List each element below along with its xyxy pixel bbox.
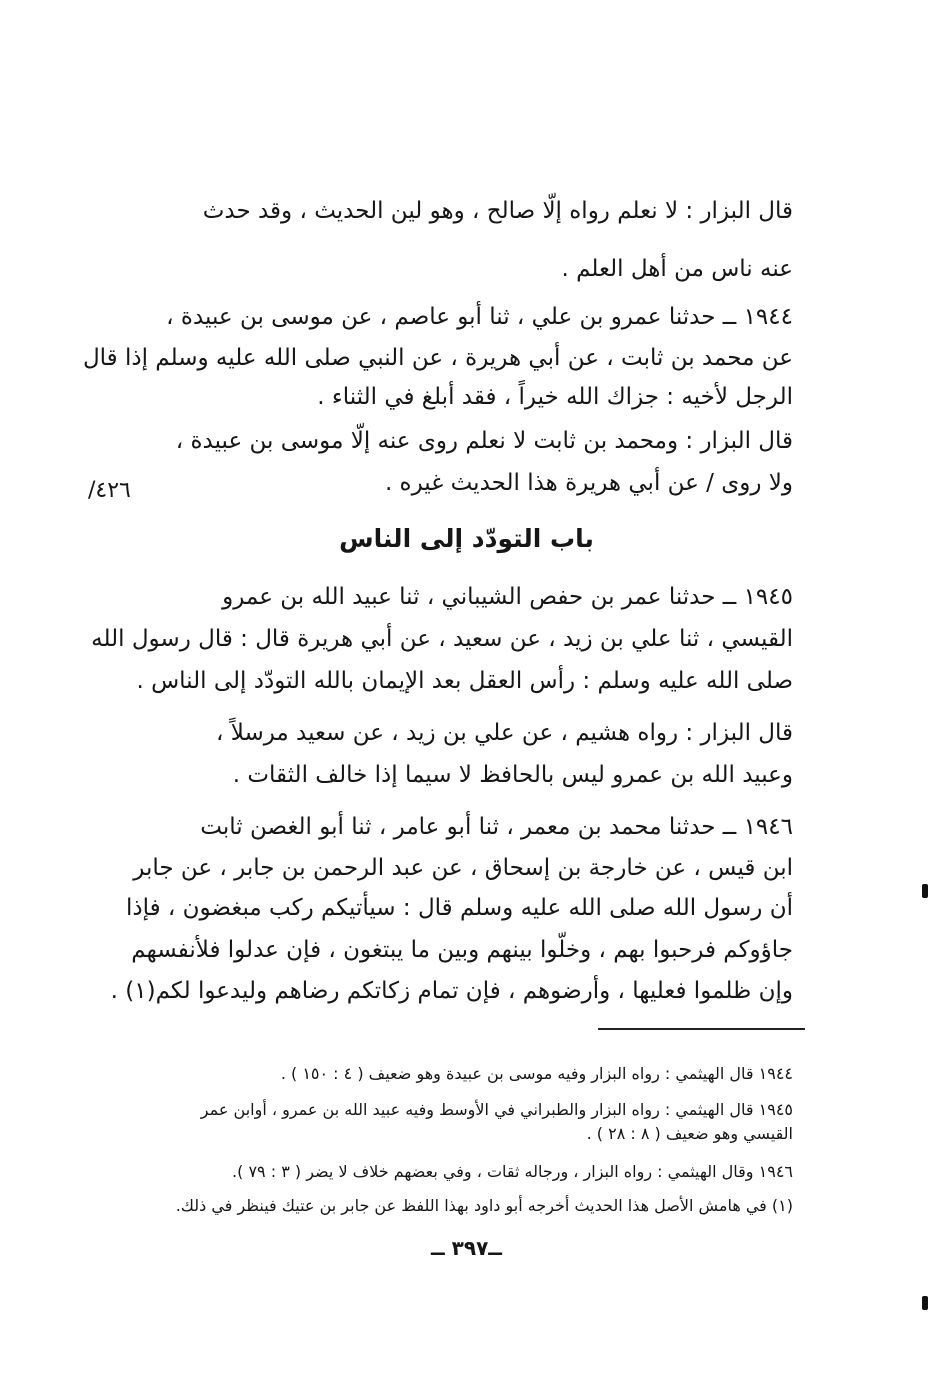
- text-line: القيسي ، ثنا علي بن زيد ، عن سعيد ، عن أبي هريرة قال : قال رسول الله: [91, 626, 793, 652]
- chapter-heading: باب التودّد إلى الناس: [339, 524, 594, 553]
- text-line: ١٩٤٤ ــ حدثنا عمرو بن علي ، ثنا أبو عاصم ، عن موسى بن عبيدة ،: [166, 304, 793, 330]
- scan-mark: [922, 884, 928, 898]
- footnote: القيسي وهو ضعيف ( ٨ : ٢٨ ) .: [586, 1124, 793, 1143]
- text-line: وعبيد الله بن عمرو ليس بالحافظ لا سيما إذا خالف الثقات .: [232, 762, 793, 788]
- text-line: الرجل لأخيه : جزاك الله خيراً ، فقد أبلغ في الثناء .: [317, 384, 793, 410]
- text-line: عنه ناس من أهل العلم .: [561, 256, 793, 282]
- text-line: ابن قيس ، عن خارجة بن إسحاق ، عن عبد الرحمن بن جابر ، عن جابر: [133, 855, 793, 881]
- footnote: ١٩٤٦ وقال الهيثمي : رواه البزار ، ورجاله ثقات ، وفي بعضهم خلاف لا يضر ( ٣ : ٧٩ ).: [232, 1162, 793, 1181]
- footnote: ١٩٤٤ قال الهيثمي : رواه البزار وفيه موسى بن عبيدة وهو ضعيف ( ٤ : ١٥٠ ) .: [280, 1064, 793, 1083]
- text-line: أن رسول الله صلى الله عليه وسلم قال : سيأتيكم ركب مبغضون ، فإذا: [125, 895, 793, 921]
- text-line: صلى الله عليه وسلم : رأس العقل بعد الإيمان بالله التودّد إلى الناس .: [136, 668, 793, 694]
- text-line: عن محمد بن ثابت ، عن أبي هريرة ، عن النبي صلى الله عليه وسلم إذا قال: [82, 345, 793, 371]
- text-line: قال البزار : ومحمد بن ثابت لا نعلم روى عنه إلّا موسى بن عبيدة ،: [175, 428, 793, 454]
- page-number: ــ٣٩٧ ــ: [431, 1236, 502, 1260]
- text-line: قال البزار : لا نعلم رواه إلّا صالح ، وهو لين الحديث ، وقد حدث: [202, 198, 793, 224]
- footnote-separator: [598, 1028, 805, 1030]
- text-line: وإن ظلموا فعليها ، وأرضوهم ، فإن تمام زكاتكم رضاهم وليدعوا لكم(١) .: [110, 978, 793, 1004]
- footnote: ١٩٤٥ قال الهيثمي : رواه البزار والطبراني في الأوسط وفيه عبيد الله بن عمرو ، أوابن عمر: [200, 1100, 793, 1119]
- margin-page-reference: ٤٢٦/: [88, 478, 131, 503]
- text-line: ولا روى / عن أبي هريرة هذا الحديث غيره .: [384, 470, 793, 496]
- footnote: (١) في هامش الأصل هذا الحديث أخرجه أبو داود بهذا اللفظ عن جابر بن عتيك فينظر في ذلك.: [175, 1196, 793, 1215]
- scan-mark: [922, 1296, 928, 1310]
- text-line: قال البزار : رواه هشيم ، عن علي بن زيد ، عن سعيد مرسلاً ،: [215, 720, 793, 746]
- text-line: ١٩٤٥ ــ حدثنا عمر بن حفص الشيباني ، ثنا عبيد الله بن عمرو: [222, 584, 793, 610]
- text-line: جاؤوكم فرحبوا بهم ، وخلّوا بينهم وبين ما يبتغون ، فإن عدلوا فلأنفسهم: [131, 937, 793, 963]
- text-line: ١٩٤٦ ــ حدثنا محمد بن معمر ، ثنا أبو عامر ، ثنا أبو الغصن ثابت: [200, 814, 793, 840]
